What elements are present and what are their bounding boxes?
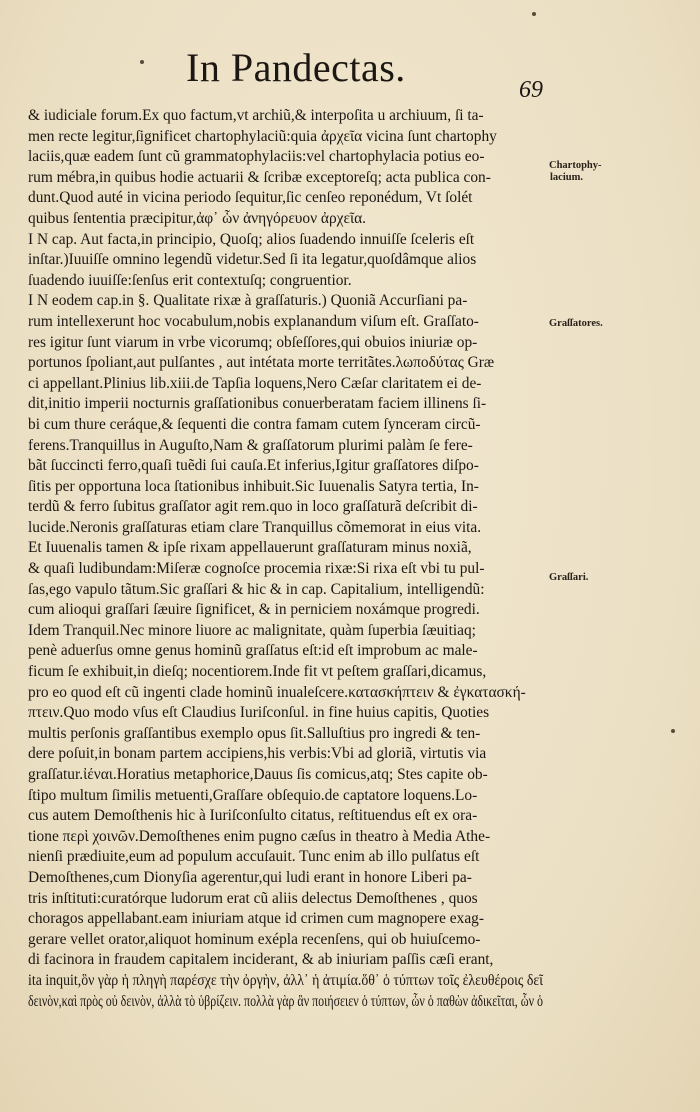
text-line: & quaſi ludibundam:Miſeræ cognoſce procemia rixæ:Si rixa eſt vbi tu pul- [28, 560, 485, 578]
marginal-note-grassari: Graſſari. [549, 572, 589, 583]
text-line: dunt.Quod auté in vicina periodo ſequitur,ſic cenſeo reponédum, Vt ſolét [28, 189, 473, 207]
main-text-block [28, 106, 548, 1012]
marginal-note-grassatores: Graſſatores. [549, 318, 603, 329]
ink-speck-top [532, 12, 536, 16]
text-line: bi cum thure ceráque,& ſequenti die contra famam cutem ſynceram circũ- [28, 415, 481, 433]
text-line: portunos ſpoliant,aut pulſantes , aut intétata morte territãtes.λωποδύτας Græ [28, 354, 495, 372]
text-line: quibus ſententia præcipitur,ἀφ᾽ ὧν ἀνηγόρευον ἀρχεῖα. [28, 209, 366, 227]
text-line: Demoſthenes,cum Dionyſia agerentur,qui ludi erant in honore Liberi pa- [28, 868, 472, 886]
text-line: ſas,ego vapulo tãtum.Sic graſſari & hic & in cap. Capitalium, intelligendũ: [28, 580, 485, 598]
text-line: dit,initio imperii nocturnis graſſationibus conuerberatam faciem illinens ſi- [28, 395, 487, 413]
text-line: terdũ & ferro ſubitus graſſator agit rem.quo in loco graſſaturã deſcribit di- [28, 498, 478, 516]
text-line: ſuadendo iuuiſſe:ſenſus erit contextuſq; congruentior. [28, 271, 352, 289]
text-line: rum mébra,in quibus hodie actuarii & ſcribæ exceptoreſq; acta publica con- [28, 168, 491, 186]
text-line: ſtipo multum ſimilis metuenti,Graſſare obſequio.de captatore loquens.Lo- [28, 786, 478, 804]
text-line: nienſi prædiuite,eum ad populum accuſauit. Tunc enim ab illo pulſatus eſt [28, 848, 480, 866]
ink-speck-margin [671, 729, 675, 733]
text-line: di facinora in fraudem capitalem inciderant, & ab iniuriam paſſis cæſi erant, [28, 951, 494, 969]
text-line: cum alioqui graſſari ſæuire ſignificet, & in perniciem noxámque progredi. [28, 601, 480, 619]
text-line: ita inquit,ὃν γὰρ ἡ πληγὴ παρέσχε τὴν ὀργὴν, ἀλλ᾽ ἡ ἀτιμία.ὅθ᾽ ὁ τύπτων τοῖς ἐλευθέροις δεῖ [28, 971, 543, 989]
text-line: rum intellexerunt hoc vocabulum,nobis explanandum viſum eſt. Graſſato- [28, 312, 479, 330]
text-line: penè aduerſus omne genus hominũ graſſatus eſt:id eſt improbum ac male- [28, 642, 478, 660]
text-line: gerare vellet orator,aliquot hominum exépla recenſens, qui ob huiuſcemo- [28, 930, 481, 948]
running-header-title: In Pandectas. [186, 45, 406, 90]
text-line: men recte legitur,ſignificet chartophylaciũ:quia ἀρχεῖα vicina ſunt chartophy [28, 127, 497, 145]
text-line: inſtar.)Iuuiſſe omnino legendũ videtur.Sed ſi ita legatur,quoſdâmque alios [28, 251, 477, 269]
marginal-note-chartophylacium-line1: Chartophy- [549, 160, 602, 171]
text-line: res igitur ſunt viarum in vrbe vicorumq; obſeſſores,qui obuios iniuriæ op- [28, 333, 478, 351]
text-line: Idem Tranquil.Nec minore liuore ac malignitate, quàm ſuperbia ſæuitiaq; [28, 621, 476, 639]
text-line: ficum ſe exhibuit,in dieſq; nocentiorem.Inde fit vt peſtem graſſari,dicamus, [28, 663, 487, 681]
text-line: laciis,quæ eadem ſunt cũ grammatophylaciis:vel chartophylacia potius eo- [28, 148, 485, 166]
text-line: δεινὸν,καὶ πρὸς οὐ δεινὸν, ἀλλὰ τὸ ὑβρίζειν. πολλὰ γὰρ ἂν ποιήσειεν ὁ τύπτων, ὧν ὁ παθὼν ἀδικεῖται, ὧν ὁ [28, 992, 543, 1010]
text-line: multis perſonis graſſantibus exemplo opus ſit.Salluſtius pro ingredi & ten- [28, 724, 481, 742]
text-line: I N eodem cap.in §. Qualitate rixæ à graſſaturis.) Quoniã Accurſiani pa- [28, 292, 468, 310]
text-line: choragos appellabant.eam iniuriam atque id crimen cum magnopere exag- [28, 910, 484, 928]
text-line: ſitis per opportuna loca ſtationibus inhibuit.Sic Iuuenalis Satyra tertia, In- [28, 477, 479, 495]
text-line: pro eo quod eſt cũ ingenti clade hominũ inualeſcere.κατασκήπτειν & ἐγκατασκή- [28, 683, 526, 701]
text-line: dere poſuit,in bonam partem accipiens,his verbis:Vbi ad gloriã, virtutis via [28, 745, 487, 763]
text-line: ci appellant.Plinius lib.xiii.de Tapſia loquens,Nero Cæſar claritatem ei de- [28, 374, 482, 392]
text-line: Et Iuuenalis tamen & ipſe rixam appellauerunt graſſaturam minus noxiã, [28, 539, 472, 557]
text-line: πτειν.Quo modo vſus eſt Claudius Iuriſconſul. in fine huius capitis, Quoties [28, 704, 490, 722]
text-line: & iudiciale forum.Ex quo factum,vt archiũ,& interpoſita u archiuum, ſi ta- [28, 107, 484, 124]
text-line: I N cap. Aut facta,in principio, Quoſq; alios ſuadendo innuiſſe ſceleris eſt [28, 230, 475, 248]
ink-speck-header [140, 60, 144, 64]
page-number: 69 [519, 77, 543, 103]
text-line: ferens.Tranquillus in Auguſto,Nam & graſſatorum plurimi palàm ſe fere- [28, 436, 473, 454]
text-line: graſſatur.ἰέναι.Horatius metaphorice,Dauus ſis comicus,atq; Stes capite ob- [28, 766, 488, 783]
text-line: bãt ſuccincti ferro,quaſi tuẽdi ſui cauſa.Et inferius,Igitur graſſatores diſpo- [28, 457, 479, 475]
text-line: tione περὶ χοινῶν.Demoſthenes enim pugno cæſus in theatro à Media Athe- [28, 827, 491, 845]
marginal-note-chartophylacium [549, 160, 602, 184]
text-line: lucide.Neronis graſſaturas etiam clare Tranquillus cõmemorat in eius vita. [28, 518, 482, 536]
text-line: cus autem Demoſthenis hic à Iuriſconſulto citatus, reſtituendus eſt ex ora- [28, 807, 478, 825]
text-line: tris inſtituti:curatórque ludorum erat cũ aliis delectus Demoſthenes , quos [28, 889, 478, 907]
marginal-note-chartophylacium-line2: lacium. [550, 172, 583, 183]
